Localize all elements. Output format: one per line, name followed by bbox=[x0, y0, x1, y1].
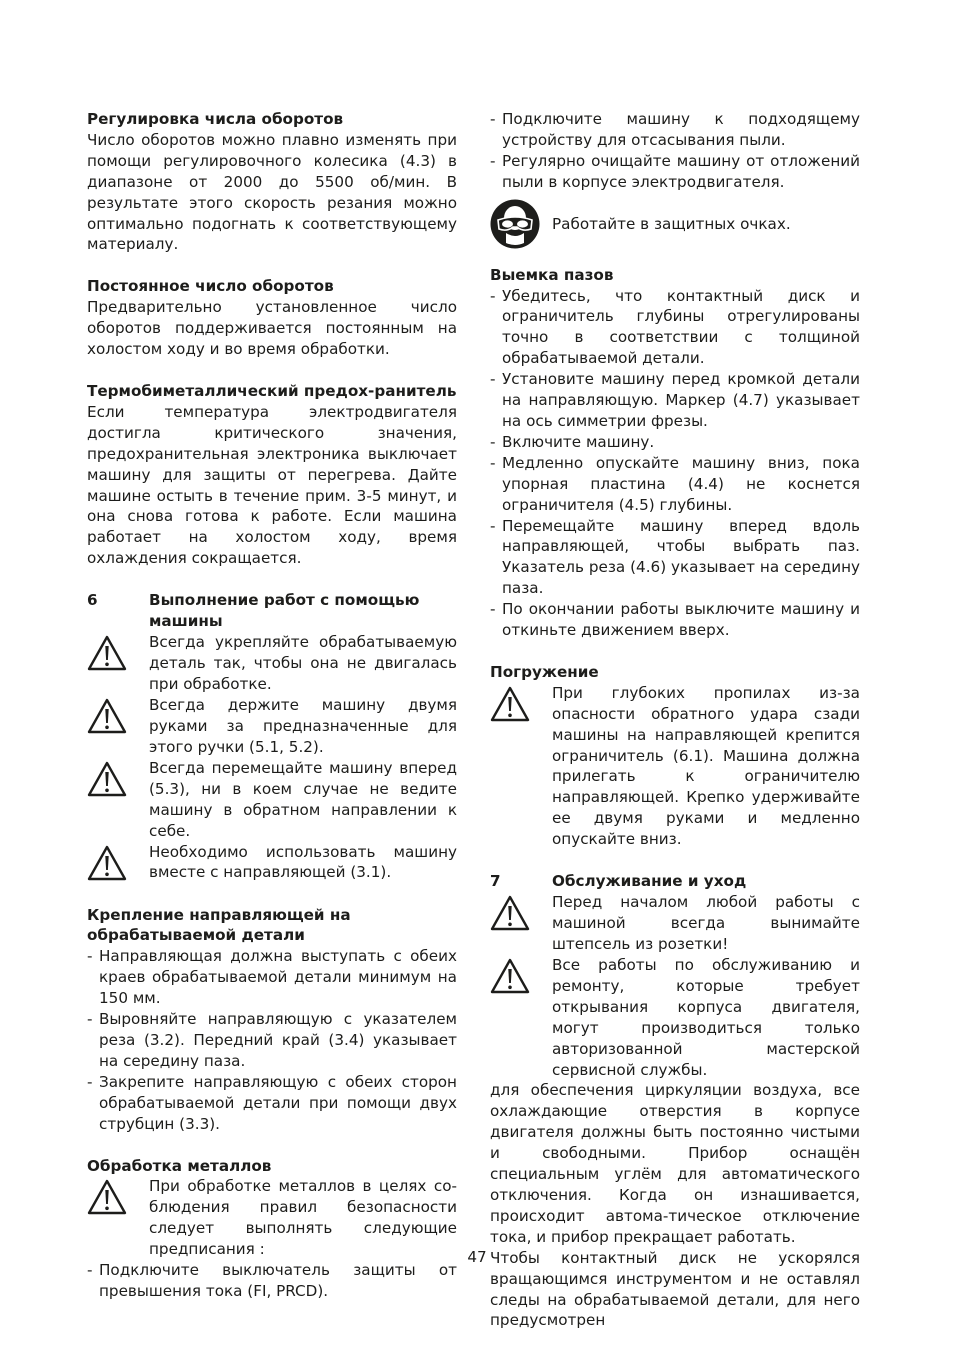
slot-item: - Включите машину. bbox=[490, 432, 860, 453]
warning-triangle-icon bbox=[87, 761, 127, 797]
goggles-text: Работайте в защитных очках. bbox=[552, 214, 791, 233]
warning-block-2 bbox=[87, 695, 457, 758]
slot-item: - Убедитесь, что контактный диск и ограничитель глубины отрегулированы точно в соответствии с толщиной обрабатываемой детали. bbox=[490, 286, 860, 370]
guide-item: - Выровняйте направляющую с указателем реза (3.2). Передний край (3.4) указывает на середину паза. bbox=[87, 1009, 457, 1072]
section-7-title: Обслуживание и уход bbox=[552, 872, 747, 891]
service-warning-text: Все работы по обслуживанию и ремонту, которые требует открывания корпуса двигателя, могут производиться только авторизованной мастерской сервисной службы. bbox=[552, 956, 860, 1079]
warning-block-1 bbox=[87, 632, 457, 695]
metal-heading: Обработка металлов bbox=[87, 1156, 272, 1175]
left-column bbox=[87, 109, 457, 1302]
warning-text-3: Всегда перемещайте машину вперед (5.3), ни в коем случае не ведите машину в обратном направлении к себе. bbox=[149, 758, 457, 840]
section-7-number: 7 bbox=[490, 872, 501, 891]
metal-item: - Подключите выключатель защиты от превышения тока (FI, PRCD). bbox=[87, 1260, 457, 1302]
warning-triangle-icon bbox=[490, 958, 530, 994]
const-text: Предварительно установленное число оборотов поддерживается постоянным на холостом ходу и во время обработки. bbox=[87, 298, 457, 359]
plug-warning-block bbox=[490, 892, 860, 955]
metal-item: - Регулярно очищайте машину от отложений пыли в корпусе электродвигателя. bbox=[490, 151, 860, 193]
disc-text: Чтобы контактный диск не ускорялся вращающимся инструментом и не оставлял следы на обрабатываемой детали, для него предусмотрен bbox=[490, 1248, 860, 1330]
guide-heading: Крепление направляющей на обрабатываемой детали bbox=[87, 905, 351, 945]
plunge-warning-block bbox=[490, 683, 860, 850]
slot-item: - По окончании работы выключите машину и откиньте движением вверх. bbox=[490, 599, 860, 641]
service-warning-block bbox=[490, 955, 860, 1080]
goggles-block bbox=[490, 199, 860, 253]
rpm-heading: Регулировка числа оборотов bbox=[87, 110, 344, 128]
metal-item: - Подключите машину к подходящему устройству для отсасывания пыли. bbox=[490, 109, 860, 151]
slot-heading: Выемка пазов bbox=[490, 265, 614, 284]
warning-triangle-icon bbox=[87, 698, 127, 734]
warning-text-2: Всегда держите машину двумя руками за предназначенные для этого ручки (5.1, 5.2). bbox=[149, 695, 457, 756]
thermo-text: Если температура электродвигателя достигла критического значения, предохранительная электроника выключает машину для защиты от перегрева. Дайте машине остыть в течение прим. 3-5 минут, и она снова готова к работе. Если машина работает на холостом ходу, время охлаждения сокращается. bbox=[87, 402, 457, 568]
guide-item: - Направляющая должна выступать с обеих краев обрабатываемой детали минимум на 150 мм. bbox=[87, 946, 457, 1009]
guide-item: - Закрепите направляющую с обеих сторон обрабатываемой детали при помощи двух струбцин (3.3). bbox=[87, 1072, 457, 1135]
safety-goggles-icon bbox=[490, 199, 540, 249]
warning-block-4 bbox=[87, 842, 457, 884]
thermo-heading: Термобиметаллический предох-ранитель bbox=[87, 381, 457, 400]
right-column bbox=[490, 109, 860, 1331]
const-heading: Постоянное число оборотов bbox=[87, 277, 334, 296]
rpm-text: Число оборотов можно плавно изменять при помощи регулировочного колесика (4.3) в диапазоне от 2000 до 5500 об/мин. В результате этого скорость резания можно оптимально подогнать к соответствующему материалу. bbox=[87, 130, 457, 254]
page-number: 47 bbox=[467, 1248, 487, 1266]
section-7-heading bbox=[490, 871, 860, 892]
metal-warning-text: При обработке металлов в целях соблюдения правил безопасности следует выполнять следующие предписания : bbox=[149, 1177, 457, 1259]
slot-item: - Перемещайте машину вперед вдоль направляющей, чтобы выбрать паз. Указатель реза (4.6) указывает на середину паза. bbox=[490, 516, 860, 600]
plunge-heading: Погружение bbox=[490, 662, 599, 681]
slot-item: - Установите машину перед кромкой детали на направляющую. Маркер (4.7) указывает на ось симметрии фрезы. bbox=[490, 369, 860, 432]
warning-triangle-icon bbox=[490, 895, 530, 931]
warning-text-4: Необходимо использовать машину вместе с направляющей (3.1). bbox=[149, 842, 457, 882]
warning-triangle-icon bbox=[87, 845, 127, 881]
slot-item: - Медленно опускайте машину вниз, пока упорная пластина (4.4) не коснется ограничителя (4.5) глубины. bbox=[490, 453, 860, 516]
plug-warning-text: Перед началом любой работы с машиной всегда вынимайте штепсель из розетки! bbox=[552, 893, 860, 953]
warning-triangle-icon bbox=[87, 1179, 127, 1215]
section-6-title: Выполнение работ с помощью машины bbox=[149, 591, 420, 631]
vent-text: для обеспечения циркуляции воздуха, все охлаждающие отверстия в корпусе двигателя должны быть постоянно чистыми и свободными. Прибор оснащён специальным углём для автоматического отключения. Когда он изнашивается, происходит автома-тическое отключение тока, и прибор прекращает работать. bbox=[490, 1081, 860, 1246]
warning-block-3 bbox=[87, 758, 457, 842]
section-6-heading bbox=[87, 590, 457, 632]
plunge-warning-text: При глубоких пропилах из-за опасности обратного удара сзади машины на направляющей крепится ограничитель (6.1). Машина должна прилегать к ограничителю направляющей. Крепко удерживайте ее двумя руками и медленно опускайте вниз. bbox=[552, 683, 860, 849]
warning-text-1: Всегда укрепляйте обрабатываемую деталь так, чтобы она не двигалась при обработке. bbox=[149, 632, 457, 693]
warning-triangle-icon bbox=[87, 635, 127, 671]
warning-triangle-icon bbox=[490, 686, 530, 722]
section-6-number: 6 bbox=[87, 591, 98, 610]
